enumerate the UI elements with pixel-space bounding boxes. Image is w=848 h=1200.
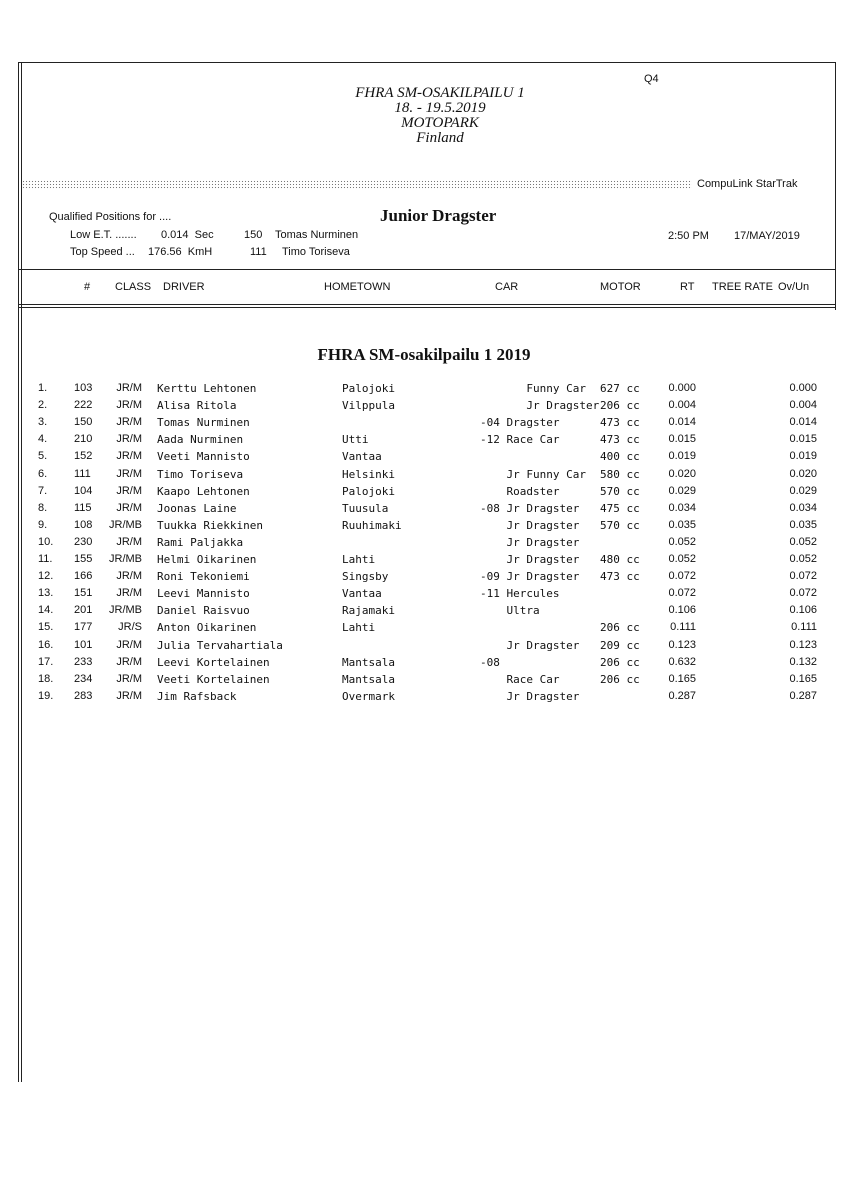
row-over-under: 0.015 — [789, 433, 817, 446]
low-et-driver: Tomas Nurminen — [275, 229, 359, 241]
row-reaction-time: 0.000 — [668, 382, 696, 394]
row-reaction-time: 0.072 — [668, 587, 696, 600]
row-hometown: Ruuhimaki — [342, 518, 402, 532]
report-date: 17/MAY/2019 — [734, 230, 800, 242]
row-motor: 206 cc — [600, 655, 640, 669]
row-car: -08 Jr Dragster — [480, 501, 580, 515]
row-position: 6. — [38, 467, 48, 480]
row-position: 12. — [38, 570, 54, 583]
row-position: 1. — [38, 382, 48, 394]
col-header-rt: RT — [680, 281, 695, 293]
row-motor: 580 cc — [600, 467, 640, 481]
row-reaction-time: 0.632 — [668, 655, 696, 668]
header-bottom-line — [18, 304, 836, 305]
top-speed-label: Top Speed ... — [70, 246, 135, 258]
row-hometown: Vilppula — [342, 399, 395, 413]
row-reaction-time: 0.020 — [668, 467, 696, 480]
row-car-number: 151 — [74, 587, 93, 600]
row-hometown: Helsinki — [342, 467, 395, 481]
table-row — [0, 416, 848, 433]
row-class: JR/M — [116, 535, 142, 548]
row-over-under: 0.052 — [789, 535, 817, 548]
row-motor: 570 cc — [600, 484, 640, 498]
row-motor: 206 cc — [600, 672, 640, 686]
event-title: FHRA SM-OSAKILPAILU 1 — [355, 85, 525, 101]
row-hometown: Singsby — [342, 570, 389, 584]
row-driver: Kerttu Lehtonen — [157, 382, 257, 395]
timing-system-label: CompuLink StarTrak — [697, 178, 798, 190]
row-over-under: 0.019 — [789, 450, 817, 463]
row-over-under: 0.106 — [789, 604, 817, 617]
row-position: 13. — [38, 587, 54, 600]
row-reaction-time: 0.029 — [668, 484, 696, 497]
row-position: 2. — [38, 399, 48, 412]
row-driver: Kaapo Lehtonen — [157, 484, 250, 498]
row-class: JR/M — [116, 433, 142, 446]
row-reaction-time: 0.123 — [668, 638, 696, 651]
col-header-class: CLASS — [115, 281, 152, 293]
row-over-under: 0.052 — [789, 553, 817, 565]
row-motor: 209 cc — [600, 638, 640, 652]
row-motor: 475 cc — [600, 501, 640, 515]
report-time: 2:50 PM — [668, 230, 709, 242]
row-driver: Tomas Nurminen — [157, 416, 250, 430]
row-over-under: 0.123 — [789, 638, 817, 651]
row-reaction-time: 0.165 — [668, 672, 696, 685]
col-header-num: # — [84, 281, 91, 293]
row-driver: Rami Paljakka — [157, 535, 244, 549]
row-class: JR/M — [116, 655, 142, 668]
row-car-number: 234 — [74, 672, 93, 685]
row-hometown: Mantsala — [342, 672, 395, 686]
table-row — [0, 621, 848, 638]
row-driver: Tuukka Riekkinen — [157, 518, 263, 532]
row-car-number: 233 — [74, 655, 93, 668]
row-hometown: Vantaa — [342, 450, 382, 464]
row-motor: 206 cc — [600, 399, 640, 413]
right-border-line — [835, 62, 836, 310]
table-row — [0, 450, 848, 467]
row-car: Jr Dragster — [480, 399, 600, 413]
low-et-value: 0.014 Sec — [161, 229, 214, 241]
row-car-number: 166 — [74, 570, 93, 583]
table-row — [0, 553, 848, 570]
row-class: JR/M — [116, 484, 142, 497]
row-over-under: 0.132 — [789, 655, 817, 668]
row-car: -12 Race Car — [480, 433, 560, 447]
row-position: 17. — [38, 655, 54, 668]
row-reaction-time: 0.014 — [668, 416, 696, 429]
row-car: Ultra — [480, 604, 540, 618]
row-over-under: 0.111 — [791, 621, 817, 634]
row-car-number: 150 — [74, 416, 93, 429]
info-divider-line — [18, 269, 836, 270]
row-class: JR/M — [116, 399, 142, 412]
row-over-under: 0.014 — [789, 416, 817, 429]
row-reaction-time: 0.072 — [668, 570, 696, 583]
event-dates: 18. - 19.5.2019 — [394, 100, 486, 116]
row-driver: Veeti Mannisto — [157, 450, 250, 464]
top-border-line — [18, 62, 836, 63]
row-driver: Leevi Kortelainen — [157, 655, 270, 669]
class-title: Junior Dragster — [380, 206, 497, 225]
row-class: JR/M — [116, 570, 142, 583]
row-car: Funny Car — [480, 382, 586, 395]
row-position: 10. — [38, 535, 54, 548]
table-row — [0, 536, 848, 553]
row-driver: Julia Tervahartiala — [157, 638, 283, 652]
low-et-label: Low E.T. ....... — [70, 229, 137, 241]
row-over-under: 0.072 — [789, 570, 817, 583]
row-driver: Joonas Laine — [157, 501, 237, 515]
row-motor: 473 cc — [600, 433, 640, 447]
row-car: Race Car — [480, 672, 560, 686]
row-position: 18. — [38, 672, 54, 685]
row-position: 8. — [38, 501, 48, 514]
table-row — [0, 502, 848, 519]
top-speed-number: 111 — [250, 246, 267, 258]
row-over-under: 0.020 — [789, 467, 817, 480]
row-hometown: Palojoki — [342, 382, 395, 395]
row-hometown: Utti — [342, 433, 369, 447]
row-car: -09 Jr Dragster — [480, 570, 580, 584]
row-reaction-time: 0.004 — [668, 399, 696, 412]
col-header-ov-un: Ov/Un — [778, 281, 810, 293]
event-country: Finland — [416, 130, 464, 146]
row-over-under: 0.035 — [789, 518, 817, 531]
table-row — [0, 690, 848, 707]
row-car: Jr Funny Car — [480, 467, 586, 481]
row-car-number: 155 — [74, 553, 93, 565]
row-car-number: 111 — [74, 467, 91, 480]
table-row — [0, 382, 848, 399]
col-header-driver: DRIVER — [163, 281, 205, 293]
row-car-number: 201 — [74, 604, 93, 617]
row-over-under: 0.165 — [789, 672, 817, 685]
table-row — [0, 587, 848, 604]
row-class: JR/M — [116, 467, 142, 480]
row-position: 7. — [38, 484, 48, 497]
row-driver: Daniel Raisvuo — [157, 604, 250, 618]
row-class: JR/M — [116, 450, 142, 463]
row-position: 3. — [38, 416, 48, 429]
row-class: JR/M — [116, 416, 142, 429]
row-driver: Aada Nurminen — [157, 433, 244, 447]
low-et-number: 150 — [244, 229, 263, 241]
row-motor: 570 cc — [600, 518, 640, 532]
row-reaction-time: 0.106 — [668, 604, 696, 617]
row-class: JR/MB — [109, 553, 142, 565]
row-car: -11 Hercules — [480, 587, 560, 601]
row-car-number: 283 — [74, 689, 93, 702]
row-motor: 400 cc — [600, 450, 640, 464]
row-over-under: 0.034 — [789, 501, 817, 514]
row-car: Jr Dragster — [480, 535, 580, 549]
table-row — [0, 468, 848, 485]
row-motor: 473 cc — [600, 570, 640, 584]
row-reaction-time: 0.019 — [668, 450, 696, 463]
row-motor: 473 cc — [600, 416, 640, 430]
row-car: -08 — [480, 655, 500, 669]
row-motor: 627 cc — [600, 382, 640, 395]
row-driver: Roni Tekoniemi — [157, 570, 250, 584]
race-title: FHRA SM-osakilpailu 1 2019 — [317, 345, 531, 364]
row-position: 15. — [38, 621, 54, 634]
row-car: Roadster — [480, 484, 560, 498]
event-header — [200, 86, 680, 146]
qualified-label: Qualified Positions for .... — [49, 211, 172, 223]
row-position: 19. — [38, 689, 54, 702]
row-motor: 480 cc — [600, 553, 640, 566]
table-row — [0, 604, 848, 621]
row-car-number: 103 — [74, 382, 93, 394]
row-driver: Timo Toriseva — [157, 467, 244, 481]
row-car-number: 108 — [74, 518, 93, 531]
row-reaction-time: 0.111 — [670, 621, 696, 634]
header-bottom-line-2 — [18, 307, 836, 308]
row-car-number: 101 — [74, 638, 93, 651]
row-hometown: Tuusula — [342, 501, 389, 515]
top-speed-driver: Timo Toriseva — [282, 246, 350, 258]
col-header-motor: MOTOR — [600, 281, 641, 293]
row-car: Jr Dragster — [480, 518, 580, 532]
row-hometown: Palojoki — [342, 484, 395, 498]
row-hometown: Rajamaki — [342, 604, 395, 618]
row-reaction-time: 0.287 — [668, 689, 696, 702]
row-class: JR/M — [116, 501, 142, 514]
row-over-under: 0.072 — [789, 587, 817, 600]
row-hometown: Lahti — [342, 621, 376, 635]
row-driver: Anton Oikarinen — [157, 621, 257, 635]
row-over-under: 0.000 — [789, 382, 817, 394]
row-class: JR/MB — [109, 518, 142, 531]
top-speed-value: 176.56 KmH — [148, 246, 213, 258]
event-venue: MOTOPARK — [401, 115, 479, 131]
row-position: 5. — [38, 450, 48, 463]
row-class: JR/M — [116, 672, 142, 685]
row-reaction-time: 0.052 — [668, 535, 696, 548]
row-position: 4. — [38, 433, 48, 446]
table-row — [0, 639, 848, 656]
row-driver: Veeti Kortelainen — [157, 672, 270, 686]
row-car: Jr Dragster — [480, 689, 580, 703]
row-hometown: Vantaa — [342, 587, 382, 601]
row-car: Jr Dragster — [480, 638, 580, 652]
row-hometown: Overmark — [342, 689, 395, 703]
row-car: -04 Dragster — [480, 416, 560, 430]
table-row — [0, 570, 848, 587]
row-over-under: 0.029 — [789, 484, 817, 497]
row-reaction-time: 0.034 — [668, 501, 696, 514]
row-driver: Leevi Mannisto — [157, 587, 250, 601]
row-class: JR/M — [116, 382, 142, 394]
dotted-separator — [22, 180, 692, 189]
row-reaction-time: 0.035 — [668, 518, 696, 531]
row-driver: Helmi Oikarinen — [157, 553, 257, 566]
row-car-number: 230 — [74, 535, 93, 548]
row-class: JR/M — [116, 638, 142, 651]
row-class: JR/MB — [109, 604, 142, 617]
row-class: JR/S — [118, 621, 142, 634]
row-position: 9. — [38, 518, 48, 531]
row-position: 16. — [38, 638, 54, 651]
row-hometown: Mantsala — [342, 655, 395, 669]
row-car: Jr Dragster — [480, 553, 580, 566]
row-motor: 206 cc — [600, 621, 640, 635]
col-header-car: CAR — [495, 281, 519, 293]
row-car-number: 104 — [74, 484, 93, 497]
round-code: Q4 — [644, 73, 659, 85]
row-position: 14. — [38, 604, 54, 617]
row-reaction-time: 0.052 — [668, 553, 696, 565]
row-car-number: 210 — [74, 433, 93, 446]
row-car-number: 115 — [74, 501, 92, 514]
row-driver: Alisa Ritola — [157, 399, 237, 413]
row-driver: Jim Rafsback — [157, 689, 237, 703]
row-car-number: 177 — [74, 621, 93, 634]
row-over-under: 0.287 — [789, 689, 817, 702]
row-class: JR/M — [116, 689, 142, 702]
row-class: JR/M — [116, 587, 142, 600]
row-hometown: Lahti — [342, 553, 376, 566]
col-header-hometown: HOMETOWN — [324, 281, 391, 293]
table-row — [0, 656, 848, 673]
table-row — [0, 673, 848, 690]
row-reaction-time: 0.015 — [668, 433, 696, 446]
row-car-number: 152 — [74, 450, 93, 463]
row-over-under: 0.004 — [789, 399, 817, 412]
table-row — [0, 485, 848, 502]
table-row — [0, 519, 848, 536]
col-header-tree-rate: TREE RATE — [712, 281, 773, 293]
row-car-number: 222 — [74, 399, 93, 412]
table-row — [0, 399, 848, 416]
table-row — [0, 433, 848, 450]
row-position: 11. — [38, 553, 53, 565]
